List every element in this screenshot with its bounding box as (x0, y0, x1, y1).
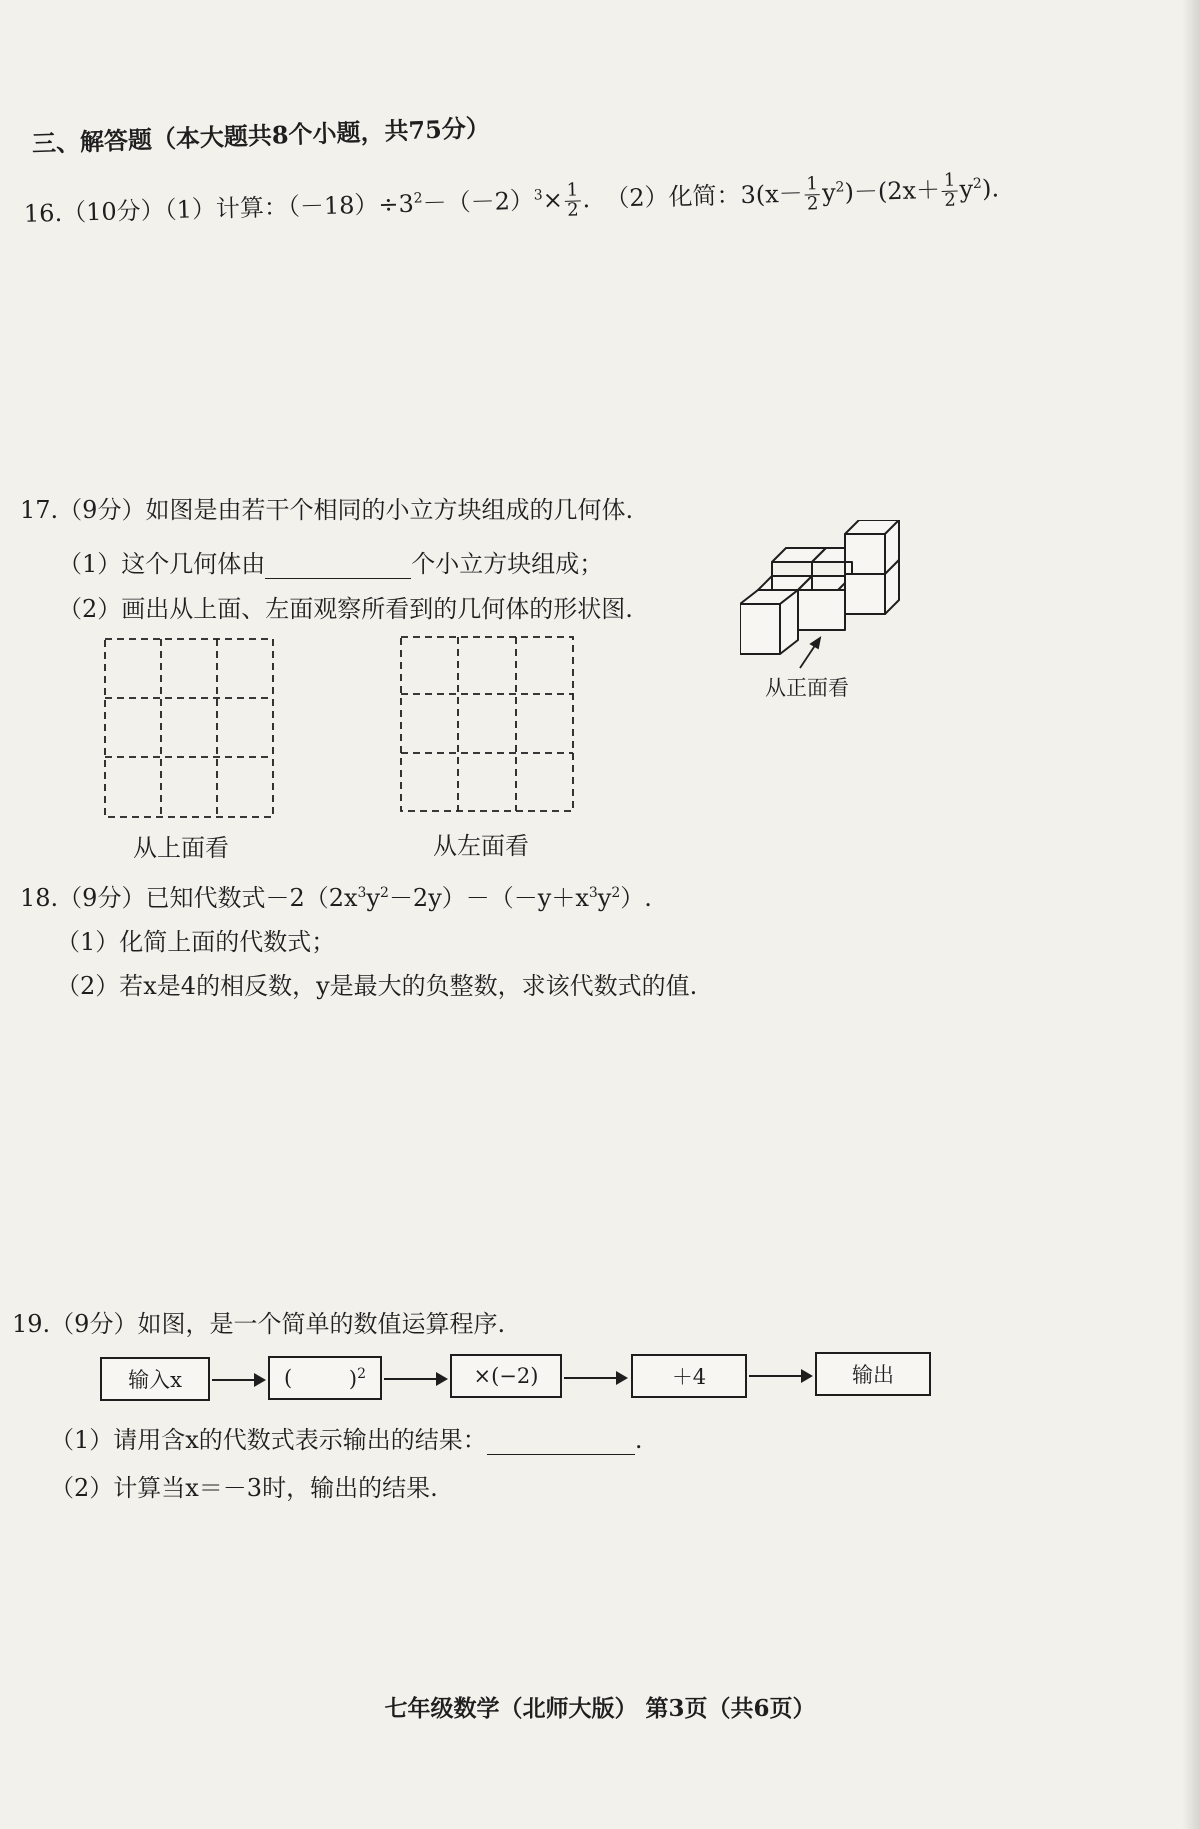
q18-exp-1: 3 (357, 885, 367, 901)
q16-part2-fraction-2 (942, 169, 958, 211)
q16-part2-label: （2）化简： (604, 181, 741, 213)
flow-square-exp: 2 (357, 1365, 366, 1382)
q18-exp-4: 2 (611, 885, 621, 901)
q16-part2-exp-b: 2 (835, 179, 845, 196)
flow-input-label: 输入x (128, 1368, 182, 1392)
q17-number: 17. (20, 496, 59, 524)
grid-left-label: 从左面看 (433, 832, 529, 860)
flow-output-label: 输出 (852, 1363, 894, 1387)
q16-part1-times: × (542, 185, 564, 215)
q18-stem-d: y (597, 884, 612, 912)
q19-part1 (50, 1426, 642, 1455)
page-edge-shadow (1182, 0, 1200, 1829)
q16-part1-expr-a: （－18）÷3 (287, 189, 415, 221)
question-18-stem (20, 884, 652, 913)
q16-part2-expr-d: y (959, 175, 974, 204)
q18-stem-b: y (366, 884, 381, 912)
q16-part1-expr-b: －（－2） (422, 186, 535, 218)
q16-number: 16. (23, 198, 63, 228)
grid-top-view[interactable] (104, 638, 274, 818)
q16-part2-frac2-num: 1 (942, 172, 958, 192)
q16-part1-exp-a: 2 (413, 190, 423, 207)
q16-part2-frac2-den: 2 (944, 189, 957, 211)
flow-square-box (268, 1356, 382, 1400)
flow-square-open: ( (284, 1366, 293, 1390)
flow-output-box (815, 1352, 931, 1396)
q17-part1-post: 个小立方块组成； (411, 550, 604, 578)
flow-add-label: ＋4 (671, 1365, 707, 1389)
flow-arrow-4 (749, 1375, 811, 1377)
flow-multiply-label: ×(−2) (473, 1364, 539, 1388)
q16-part2-fraction-1 (804, 175, 820, 214)
flow-arrow-3 (564, 1377, 626, 1379)
q17-part1 (58, 550, 603, 579)
q18-part1: （1）化简上面的代数式； (56, 928, 336, 956)
q18-number: 18. (20, 884, 59, 912)
q18-part2: （2）若x是4的相反数，y是最大的负整数，求该代数式的值. (56, 972, 698, 1000)
section-title: 三、解答题（本大题共8个小题，共75分） (31, 113, 491, 158)
q16-part2-frac1-num: 1 (804, 175, 820, 195)
q16-part1-frac-den: 2 (566, 199, 579, 221)
q16-part2-expr-e: ). (981, 174, 1000, 203)
q18-score: （9分） (58, 884, 146, 912)
flow-multiply-box (450, 1354, 562, 1398)
q18-exp-2: 2 (380, 885, 389, 901)
q19-number: 19. (12, 1310, 51, 1338)
q16-part1-end: . (582, 185, 591, 214)
q19-part1-post: . (634, 1426, 643, 1454)
question-19-stem (12, 1310, 505, 1339)
q16-part2-expr-c: )－(2x＋ (844, 175, 941, 207)
flow-arrow-2 (384, 1378, 446, 1380)
q19-score: （9分） (50, 1310, 138, 1338)
page-footer: 七年级数学（北师大版） 第3页（共6页） (384, 1695, 816, 1722)
q18-stem-e: ）. (620, 884, 652, 912)
q16-part1-label: （1）计算： (164, 192, 289, 225)
grid-top-label: 从上面看 (133, 834, 229, 862)
q18-stem-a: 已知代数式－2（2x (145, 884, 358, 912)
figure-caption-front-view: 从正面看 (765, 676, 849, 700)
q16-part2-expr-a: 3(x－ (740, 179, 804, 210)
flow-square-close: ) (348, 1366, 358, 1391)
flow-input-box (100, 1357, 210, 1401)
q18-stem-c: －2y）－（－y＋x (388, 884, 589, 912)
q16-part1-fraction (564, 181, 580, 220)
q17-score: （9分） (58, 496, 146, 524)
flow-add-box (631, 1354, 747, 1398)
question-16 (23, 170, 999, 234)
q16-part1-frac-num: 1 (564, 181, 580, 201)
q16-score: （10分） (61, 196, 165, 227)
q16-part2-exp-d: 2 (972, 175, 983, 193)
q17-part1-pre: （1）这个几何体由 (58, 550, 266, 578)
grid-left-view[interactable] (400, 636, 574, 812)
q16-part2-frac1-den: 2 (806, 193, 819, 215)
q19-answer-blank[interactable] (487, 1432, 635, 1455)
q17-stem-text: 如图是由若干个相同的小立方块组成的几何体. (145, 496, 634, 524)
q19-part1-pre: （1）请用含x的代数式表示输出的结果： (50, 1426, 487, 1454)
q16-part1-exp-b: 3 (533, 187, 543, 204)
q17-part2: （2）画出从上面、左面观察所看到的几何体的形状图. (58, 595, 633, 623)
flow-arrow-1 (212, 1379, 264, 1381)
question-17-stem (20, 496, 633, 525)
q16-part2-expr-b: y (821, 178, 837, 207)
q19-part2: （2）计算当x＝－3时，输出的结果. (50, 1474, 438, 1502)
q18-exp-3: 3 (588, 885, 598, 901)
q17-answer-blank[interactable] (265, 556, 411, 579)
q19-stem-text: 如图，是一个简单的数值运算程序. (137, 1310, 506, 1338)
cube-solid-figure (740, 520, 910, 680)
